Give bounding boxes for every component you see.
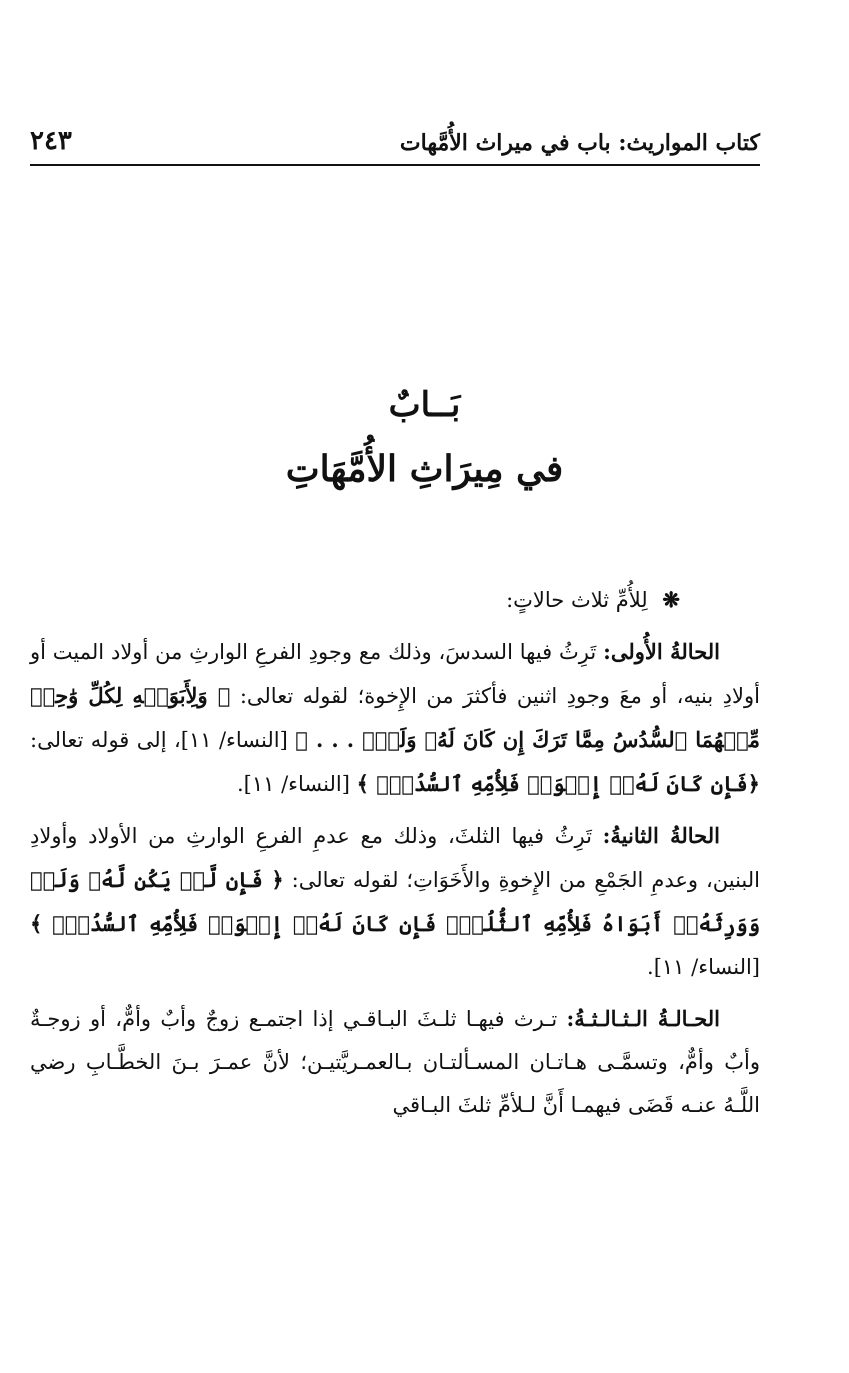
quran-verse: ﴿فَإِن كَانَ لَهُۥٓ إِخۡوَةٞ فَلِأُمِّهِ ٱلسُّدُسُۚ ﴾ bbox=[356, 771, 760, 796]
chapter-title: في مِيرَاثِ الأُمَّهَاتِ bbox=[285, 448, 564, 490]
case-one-label: الحالةُ الأُولى: bbox=[603, 639, 720, 664]
case-two-paragraph bbox=[30, 814, 760, 989]
case-one-paragraph bbox=[30, 630, 760, 806]
intro-paragraph bbox=[30, 578, 760, 622]
verse-reference: [النساء/ ١١]. bbox=[647, 955, 760, 979]
case-two-label: الحالةُ الثانيةُ: bbox=[602, 823, 720, 848]
quran-verse: ﴿ وَلِأَبَوَيۡهِ لِكُلِّ وَٰحِدٖ مِّنۡهُمَا ٱلسُّدُسُ مِمَّا تَرَكَ إِن كَانَ لَهُۥ وَلَدٞۚ . . . ﴾ bbox=[30, 683, 760, 752]
case-one-text: تَرِثُ فيها السدسَ، وذلك مع وجودِ الفرعِ الوارثِ من أولاد الميت أو أولادِ بنيه، أو معَ وجودِ اثنين فأكثرَ من الإِخوة؛ لقوله تعالى: bbox=[30, 640, 760, 708]
star-bullet-icon: ❋ bbox=[662, 587, 680, 612]
body-text bbox=[30, 578, 760, 1135]
chapter-word: بَــابٌ bbox=[388, 385, 461, 425]
verse-reference: [النساء/ ١١]. bbox=[236, 772, 350, 796]
running-title: كتاب المواريث: باب في ميراث الأُمَّهات bbox=[399, 130, 760, 156]
case-two-text: تَرِثُ فيها الثلثَ، وذلك مع عدمِ الفرعِ الوارثِ من الأولاد وأولادِ البنين، وعدمِ الجَمْعِ من الإِخوةِ والأَخَوَاتِ؛ لقوله تعالى: bbox=[30, 824, 760, 892]
page-header bbox=[30, 120, 760, 166]
case-three-text: تـرث فيهـا ثلـثَ البـاقـي إذا اجتمـع زوجٌ وأبٌ وأمٌّ، أو زوجـةٌ وأبٌ وأمٌّ، وتسمَّـى هـاتـان المسـألتـان بـالعمـريَّتيـن؛ لأنَّ عمـرَ بـنَ الخطَّـابِ رضي اللَّـهُ عنـه قَضَى فيهمـا أَنَّ لـلأمِّ ثلثَ البـاقي bbox=[30, 1007, 760, 1117]
case-three-paragraph bbox=[30, 997, 760, 1127]
case-three-label: الحـالـةُ الـثـالـثـةُ: bbox=[566, 1006, 720, 1031]
verse-reference: [النساء/ ١١]، إلى قوله تعالى: bbox=[30, 728, 288, 752]
page-number: ٢٤٣ bbox=[30, 126, 72, 156]
quran-verse: ﴿ فَإِن لَّمۡ يَكُن لَّهُۥ وَلَدٞ وَوَرِثَهُۥٓ أَبَوَاهُ فَلِأُمِّهِ ٱلثُّلُثُۚ فَإِن كَانَ لَهُۥٓ إِخۡوَةٞ فَلِأُمِّهِ ٱلسُّدُسُۚ ﴾ bbox=[30, 867, 760, 936]
intro-text: لِلأُمِّ ثلاث حالاتٍ: bbox=[506, 588, 648, 612]
